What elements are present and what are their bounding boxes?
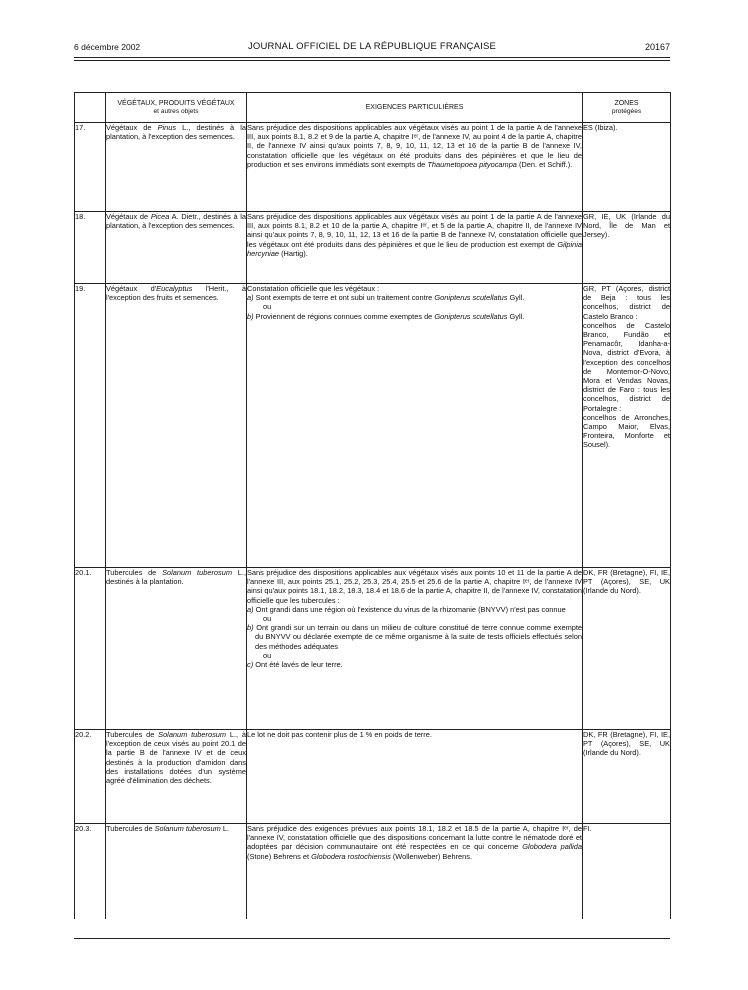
plant-text: Végétaux de bbox=[106, 212, 151, 221]
zones-part: GR, PT (Açores, district de Beja : tous les concelhos, district de Castelo Branco : bbox=[583, 284, 670, 321]
plant-species: Solanum tuberosum bbox=[154, 824, 221, 833]
item-letter: b) bbox=[247, 311, 254, 321]
row-requirements bbox=[247, 824, 583, 919]
row-number: 18. bbox=[75, 212, 106, 284]
requirement-item-a bbox=[247, 605, 582, 614]
header-plants-line2: et autres objets bbox=[153, 107, 199, 115]
row-zones: DK, FR (Bretagne), FI, IE, PT (Açores), SE, UK (Irlande du Nord). bbox=[583, 730, 671, 824]
plant-text: Tubercules de bbox=[106, 824, 155, 833]
table-row bbox=[75, 824, 671, 919]
row-plant bbox=[106, 284, 247, 568]
requirement-species: Thaumetopoea pityocampa bbox=[427, 159, 517, 169]
plant-text: Tubercules de bbox=[106, 568, 163, 577]
item-letter: a) bbox=[247, 604, 254, 614]
plant-text: L. bbox=[220, 824, 229, 833]
row-zones bbox=[583, 284, 671, 568]
item-letter: a) bbox=[247, 293, 254, 303]
requirement-text: Gyll. bbox=[507, 293, 525, 303]
plant-species: Eucalyptus bbox=[156, 284, 193, 293]
row-requirements: Le lot ne doit pas contenir plus de 1 % en poids de terre. bbox=[247, 730, 583, 824]
requirement-species: Gilpinia hercyniae bbox=[247, 239, 582, 258]
requirement-text: Sont exempts de terre et ont subi un traitement contre bbox=[253, 293, 435, 303]
requirement-item-c bbox=[247, 660, 582, 669]
item-letter: b) bbox=[247, 623, 254, 633]
row-requirements bbox=[247, 568, 583, 730]
row-zones: DK, FR (Bretagne), FI, IE, PT (Açores), SE, UK (Irlande du Nord). bbox=[583, 568, 671, 730]
requirement-text: Ont grandi dans une région où l'existence du virus de la rhizomanie (BNYVV) n'est pas connue bbox=[253, 604, 566, 614]
row-requirements bbox=[247, 212, 583, 284]
requirement-text: Ont grandi sur un terrain ou dans un milieu de culture constitué de terre connue comme exempte du BNYVV ou déclarée exempte de ce même organisme à la suite de tests officiels effectués selon des méthodes adéquates bbox=[253, 623, 582, 651]
row-zones: ES (Ibiza). bbox=[583, 123, 671, 212]
header-plants-line1: VÉGÉTAUX, PRODUITS VÉGÉTAUX bbox=[117, 99, 235, 107]
row-number: 20.2. bbox=[75, 730, 106, 824]
row-requirements bbox=[247, 284, 583, 568]
requirement-item-b bbox=[247, 312, 582, 321]
requirement-text: Sans préjudice des dispositions applicables aux végétaux visés au point 1 de la partie A de l'annexe III, aux points 8.1, 8.2 et 9 de la partie A, chapitre Iᵉʳ, de l'annexe IV, au point 4 de la partie A, chapitre II, de l'annexe IV ainsi qu'aux points 7, 8, 9, 10, 11, 12, 13 et 16 de la partie B de l'annexe IV, constatation officielle que les végétaux on été produits dans des pépinières et que le lieu de production et ses environs immédiats sont exempts de bbox=[247, 123, 582, 169]
table-row bbox=[75, 568, 671, 730]
row-number: 19. bbox=[75, 284, 106, 568]
requirement-text: (Den. et Schiff.). bbox=[516, 159, 573, 169]
plant-text: Végétaux d' bbox=[106, 284, 157, 293]
requirement-species: Globodera pallida bbox=[522, 842, 582, 852]
row-plant bbox=[106, 824, 247, 919]
plant-text: L., à l'exception de ceux visés au point 20.1 de la partie B de l'annexe IV et de ceux destinés à la production d'amidon dans des installations dotées d'un système agréé d'élimination des déchets. bbox=[106, 730, 246, 786]
requirement-item-a bbox=[247, 293, 582, 302]
requirement-text: Gyll. bbox=[507, 311, 525, 321]
plant-species: Solanum tuberosum bbox=[158, 730, 227, 739]
requirement-species: Gonipterus scutellatus bbox=[434, 293, 508, 303]
zones-part: concelhos de Arronches, Campo Maior, Elvas, Fronteira, Monforte et Sousel). bbox=[583, 412, 670, 450]
page-number: 20167 bbox=[644, 42, 670, 52]
row-number: 20.1. bbox=[75, 568, 106, 730]
table-row bbox=[75, 284, 671, 568]
plant-text: A. Dietr., destinés à la plantation, à l'exception des semences. bbox=[106, 212, 246, 231]
requirement-text: (Hartig). bbox=[279, 248, 308, 258]
requirement-text: (Wollenweber) Behrens. bbox=[390, 851, 472, 861]
header-rule-thin bbox=[74, 60, 670, 61]
row-requirements bbox=[247, 123, 583, 212]
requirement-text: Proviennent de régions connues comme exemptes de bbox=[253, 311, 435, 321]
row-number: 17. bbox=[75, 123, 106, 212]
row-plant bbox=[106, 212, 247, 284]
plant-species: Picea bbox=[150, 212, 170, 221]
row-plant bbox=[106, 730, 247, 824]
requirement-text: Ont été lavés de leur terre. bbox=[253, 660, 343, 670]
requirement-species: Gonipterus scutellatus bbox=[434, 311, 508, 321]
plant-species: Pinus bbox=[157, 123, 177, 132]
plant-text: L., destinés à la plantation, à l'exception des semences. bbox=[106, 123, 246, 142]
requirement-text: Sans préjudice des exigences prévues aux points 18.1, 18.2 et 18.5 de la partie A, chapitre Iᵉʳ, de l'annexe IV, constatation officielle que des dispositions concernant la lutte contre le nématode doré et adoptées par décision communautaire ont été respectées en ce qui concerne bbox=[247, 824, 582, 852]
plant-text: Tubercules de bbox=[106, 730, 159, 739]
header-col-zones bbox=[583, 93, 671, 123]
plant-text: l'Herit., à l'exception des fruits et semences. bbox=[106, 284, 246, 303]
row-plant bbox=[106, 568, 247, 730]
table-row bbox=[75, 730, 671, 824]
requirement-or: ou bbox=[263, 302, 272, 312]
table-row bbox=[75, 123, 671, 212]
zones-part: concelhos de Castelo Branco, Fundão et Penamacôr, Idanha-a-Nova, district d'Evora, à l'exception des concelhos de Montemor-O-Novo, Mora et Vendas Novas, district de Faro : tous les concelhos, district de Portalegre : bbox=[583, 320, 670, 413]
journal-title: JOURNAL OFFICIEL DE LA RÉPUBLIQUE FRANÇAISE bbox=[247, 41, 497, 52]
header-zones-line1: ZONES bbox=[614, 99, 639, 107]
bottom-partial-rule bbox=[74, 938, 670, 939]
requirement-text: (Stone) Behrens et bbox=[247, 851, 312, 861]
header-col-requirements: EXIGENCES PARTICULIÈRES bbox=[247, 93, 583, 123]
table-row bbox=[75, 212, 671, 284]
requirement-species: Globodera rostochiensis bbox=[311, 851, 391, 861]
row-zones: FI. bbox=[583, 824, 671, 919]
header-col-number bbox=[75, 93, 106, 123]
requirement-intro: Sans préjudice des dispositions applicables aux végétaux visés aux points 10 et 11 de la partie A de l'annexe III, aux points 25.1, 25.2, 25.3, 25.4, 25.5 et 25.6 de la partie A, chapitre Iᵉʳ, de l'annexe IV ainsi qu'aux points 18.1, 18.2, 18.3, 18.4 et 18.6 de la partie A, chapitre II, de l'annexe IV, constatation officielle que les tubercules : bbox=[247, 568, 582, 605]
plant-text: L., destinés à la plantation. bbox=[106, 568, 246, 587]
item-letter: c) bbox=[247, 660, 254, 670]
header-date: 6 décembre 2002 bbox=[74, 42, 141, 52]
requirements-table bbox=[74, 92, 671, 919]
requirement-or: ou bbox=[263, 650, 272, 660]
requirement-or: ou bbox=[263, 614, 272, 624]
plant-species: Solanum tuberosum bbox=[162, 568, 232, 577]
row-number: 20.3. bbox=[75, 824, 106, 919]
row-zones: GR, IE, UK (Irlande du Nord, Île de Man et Jersey). bbox=[583, 212, 671, 284]
header-zones-line2: protégées bbox=[611, 107, 642, 115]
requirement-item-b bbox=[247, 623, 582, 651]
plant-text: Végétaux de bbox=[106, 123, 158, 132]
header-rule bbox=[74, 57, 670, 58]
page-header bbox=[74, 40, 670, 54]
requirement-text: Sans préjudice des dispositions applicables aux végétaux visés au point 1 de la partie A de l'annexe III, aux points 8.1, 8.2 et 10 de la partie A, chapitre Iᵉʳ, et 5 de la partie A, chapitre II, de l'annexe IV ainsi qu'aux points 7, 8, 9, 10, 11, 12, 13 et 16 de la partie B de l'annexe IV, constatation officielle que les végétaux ont été produits dans des pépinières et que le lieu de production est exempt de bbox=[247, 212, 582, 249]
table-header-row bbox=[75, 93, 671, 123]
header-col-plants bbox=[106, 93, 247, 123]
requirement-intro: Constatation officielle que les végétaux : bbox=[247, 284, 380, 293]
row-plant bbox=[106, 123, 247, 212]
